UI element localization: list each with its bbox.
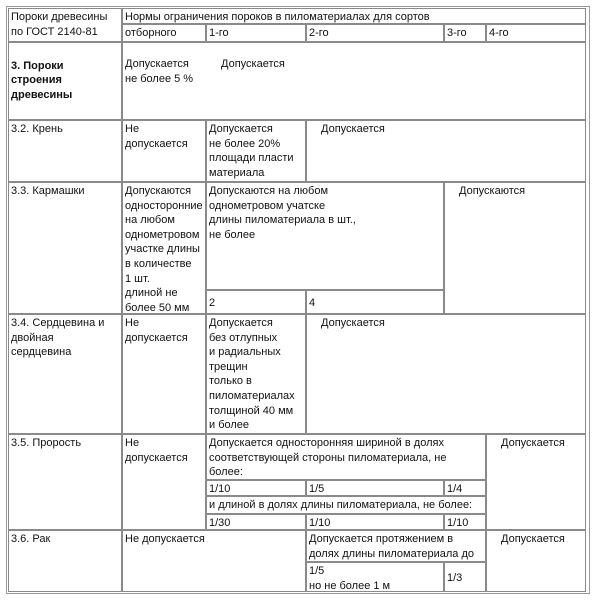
row-3-5-length-grade-3: 1/10 (444, 514, 486, 530)
row-3-2-grade-1: Допускается не более 20% площади пласти материала (206, 120, 306, 182)
row-3-5-width-grade-3: 1/4 (444, 480, 486, 496)
row-3-1-rest: Допускается (221, 58, 285, 70)
defects-table (6, 6, 590, 594)
header-defects-cell: Пороки древесины по ГОСТ 2140-81 (8, 8, 122, 42)
row-3-5-title: 3.5. Прорость (8, 434, 122, 530)
row-3-5-width-grade-2: 1/5 (306, 480, 444, 496)
row-3-3-grade-2-value: 4 (306, 290, 444, 314)
row-3-2-title: 3.2. Крень (8, 120, 122, 182)
section-title: 3. Пороки строения древесины (11, 59, 73, 101)
row-3-6-extent-note: Допускается протяжением в долях длины пиломатериала до (306, 530, 486, 562)
row-3-4-grade-1: Допускается без отлупных и радиальных трещин только в пиломатериалах толщиной 40 мм и более (206, 314, 306, 434)
row-3-3-rest: Допускаются (444, 182, 586, 314)
row-3-5-otb: Не допускается (122, 434, 206, 530)
row-3-5-length-note: и длиной в долях длины пиломатериала, не более: (206, 496, 486, 514)
row-3-2-rest: Допускается (306, 120, 586, 182)
row-3-3-title: 3.3. Кармашки (8, 182, 122, 314)
row-3-1-otb: Допускается не более 5 % (125, 58, 194, 85)
header-grade-2: 2-го (306, 24, 444, 42)
row-3-6-grade-3-value: 1/3 (444, 562, 486, 592)
row-3-5-length-grade-1: 1/30 (206, 514, 306, 530)
row-3-4-title: 3.4. Сердцевина и двойная сердцевина (8, 314, 122, 434)
header-grade-1: 1-го (206, 24, 306, 42)
row-3-6-grade-4: Допускается (486, 530, 586, 592)
row-3-6-title: 3.6. Рак (8, 530, 122, 592)
row-3-5-width-note: Допускается односторонняя шириной в долях соответствующей стороны пиломатериала, не более: (206, 434, 486, 480)
row-3-5-length-grade-2: 1/10 (306, 514, 444, 530)
header-grade-4: 4-го (486, 24, 586, 42)
row-3-1-title-cell (8, 42, 122, 120)
row-3-4-otb: Не допускается (122, 314, 206, 434)
header-grade-otb: отборного (122, 24, 206, 42)
header-norms-cell: Нормы ограничения пороков в пиломатериалах для сортов (122, 8, 586, 24)
row-3-1-values (122, 42, 586, 120)
row-3-3-grade-1-value: 2 (206, 290, 306, 314)
header-grade-3: 3-го (444, 24, 486, 42)
row-3-2-otb: Не допускается (122, 120, 206, 182)
row-3-3-count-note: Допускаются на любом однометровом учатске длины пиломатериала в шт., не более (206, 182, 444, 290)
row-3-6-otb-grade-1: Не допускается (122, 530, 306, 592)
row-3-5-width-grade-1: 1/10 (206, 480, 306, 496)
row-3-4-rest: Допускается (306, 314, 586, 434)
row-3-5-grade-4: Допускается (486, 434, 586, 530)
row-3-6-grade-2-value: 1/5 но не более 1 м (306, 562, 444, 592)
row-3-3-otb: Допускаются односторонние на любом однометровом участке длины в количестве 1 шт. длиной не более 50 мм (122, 182, 206, 314)
